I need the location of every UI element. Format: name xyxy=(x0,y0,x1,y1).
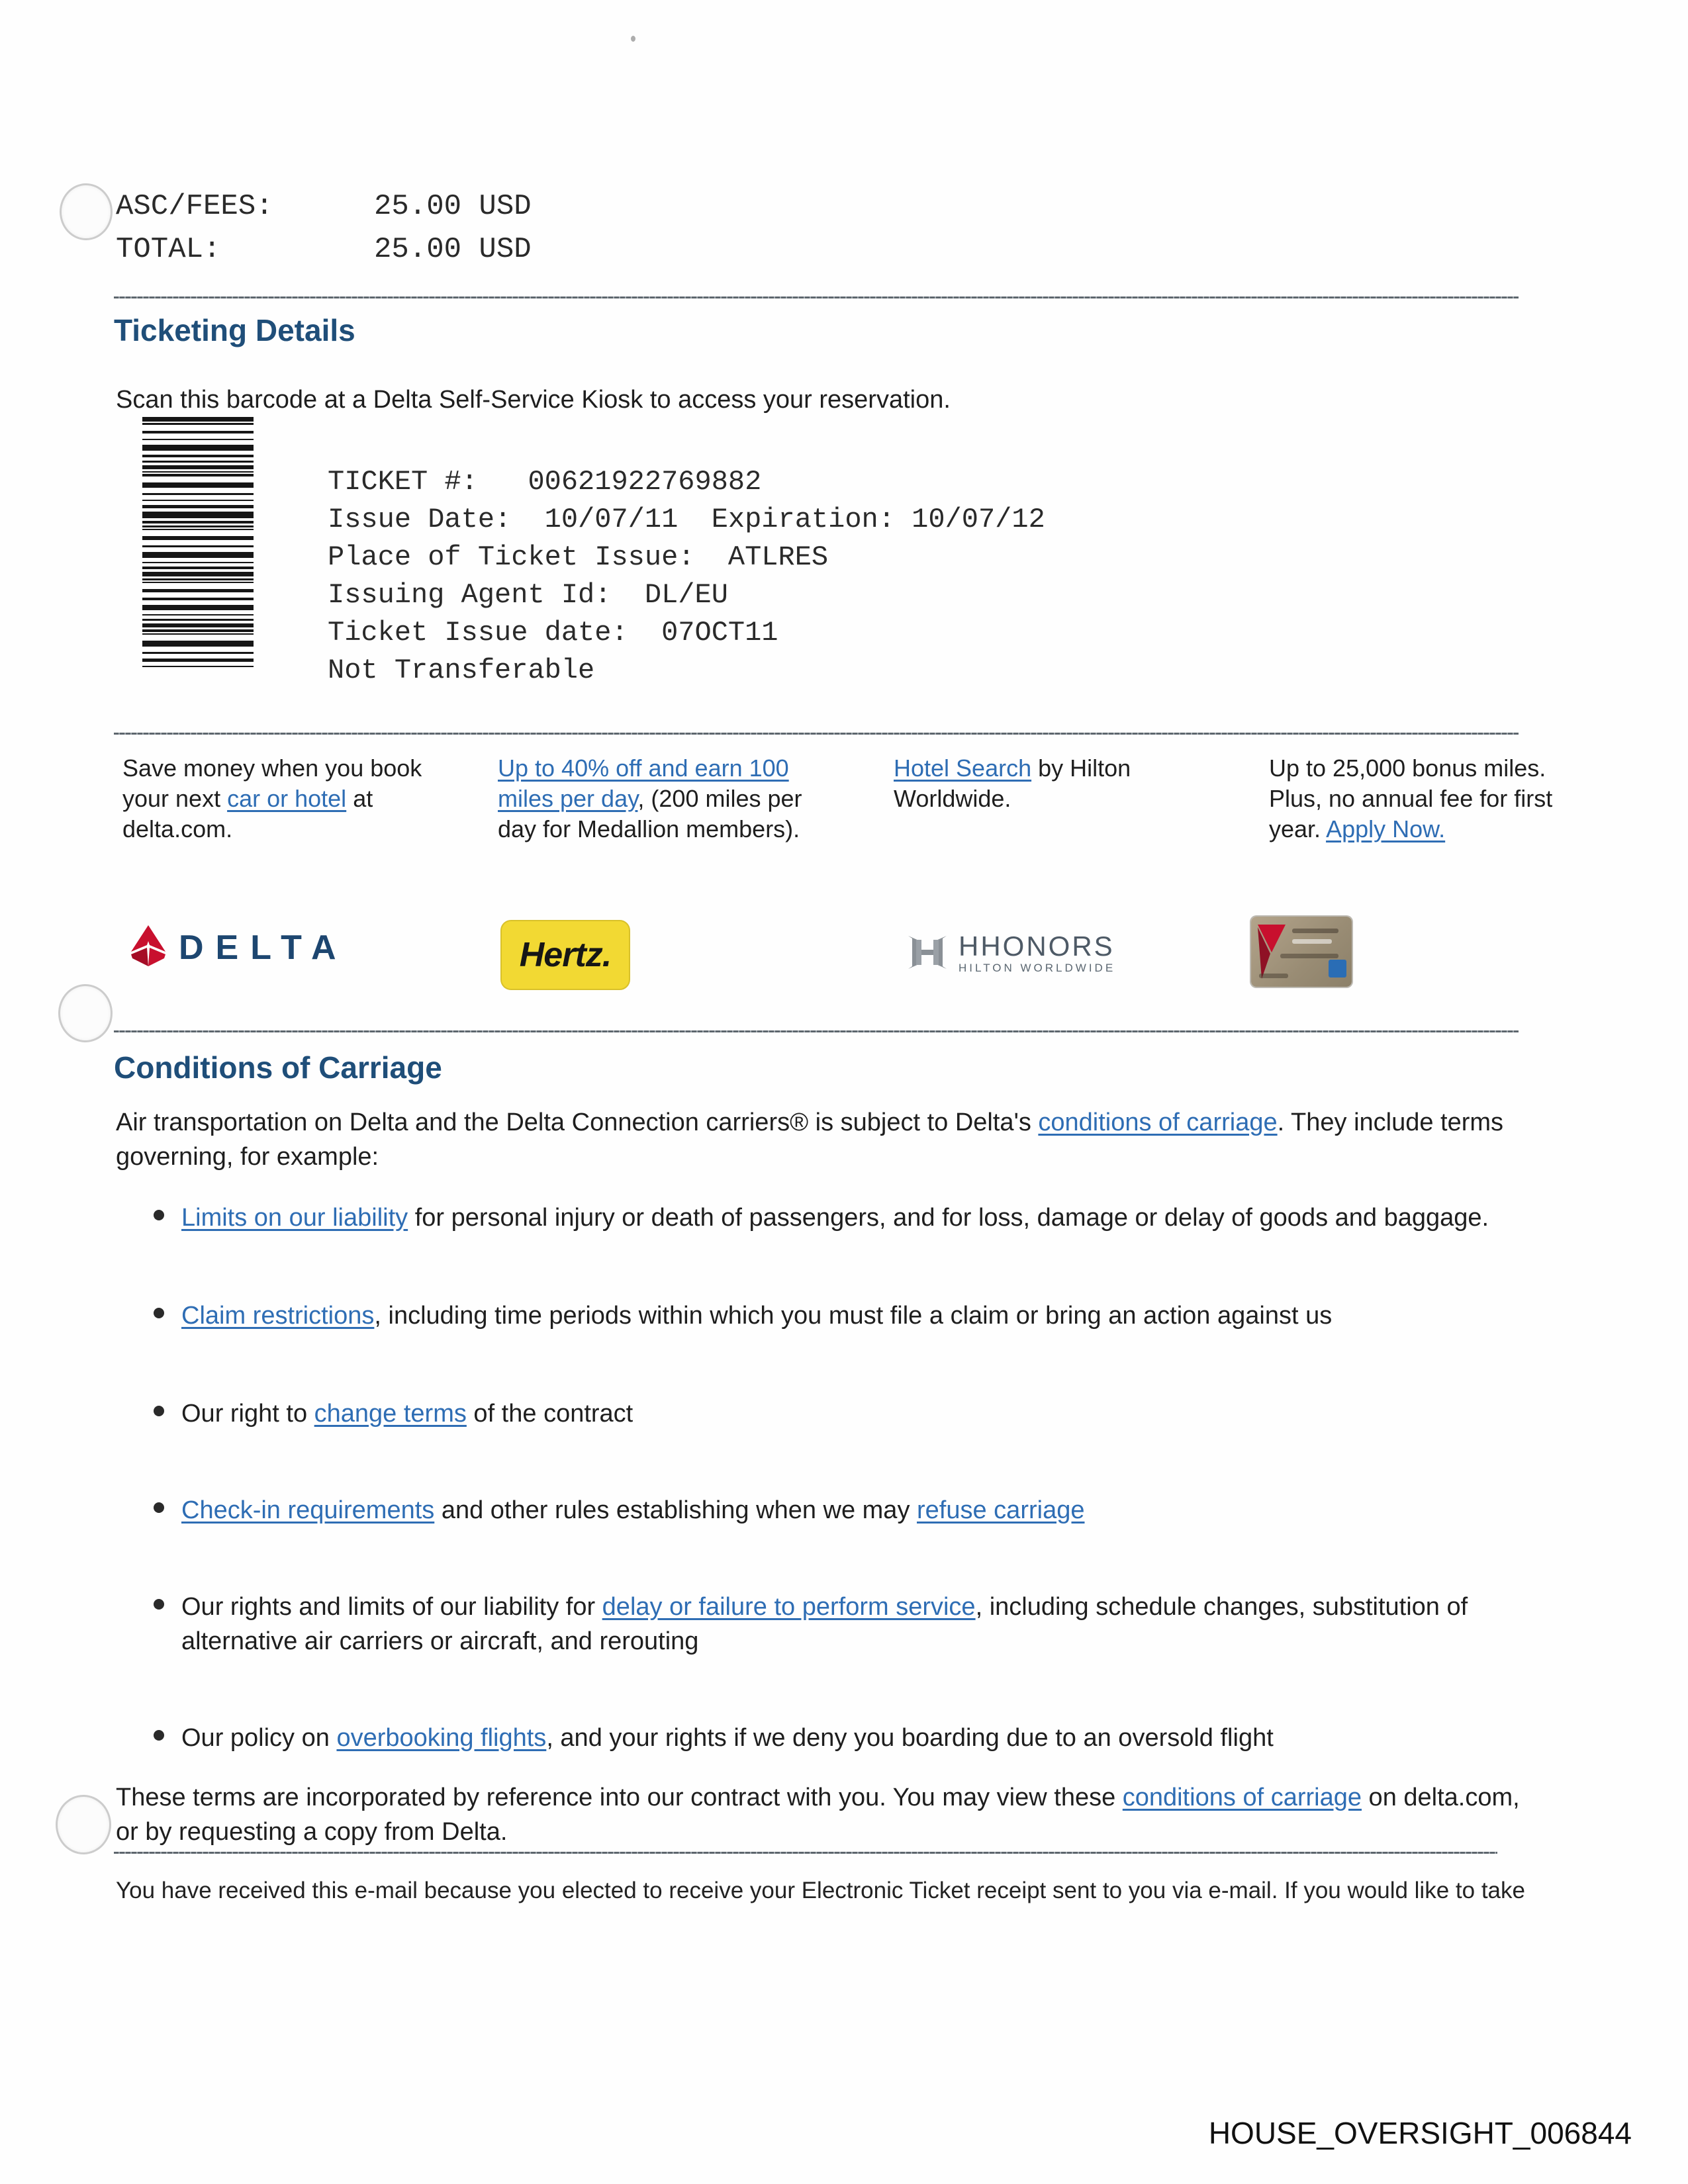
carriage-bullet-text: , including schedule changes, substitution of alternative air carriers or aircraft, and rerouting xyxy=(181,1593,1468,1655)
barcode-stripe xyxy=(142,567,254,569)
barcode-stripe xyxy=(142,605,254,610)
barcode-stripe xyxy=(142,417,254,422)
barcode-stripe xyxy=(142,525,254,527)
delta-widget-icon xyxy=(127,925,169,970)
ticket-detail-line: Ticket Issue date: 07OCT11 xyxy=(328,617,778,649)
barcode-instruction: Scan this barcode at a Delta Self-Service Kiosk to access your reservation. xyxy=(116,386,951,414)
carriage-closing-paragraph xyxy=(116,1780,1539,1849)
car-hotel-promo-text: at delta.com. xyxy=(122,785,373,842)
carriage-bullet-link[interactable]: overbooking flights xyxy=(336,1724,547,1752)
skymiles-credit-card-image[interactable] xyxy=(1251,917,1352,987)
delta-logo[interactable] xyxy=(127,925,348,970)
carriage-bullet-link[interactable]: Check-in requirements xyxy=(181,1496,435,1524)
carriage-bullet-claims xyxy=(154,1298,1564,1333)
carriage-bullet-liability xyxy=(154,1201,1564,1235)
card-detail-line xyxy=(1259,974,1288,978)
barcode-stripe xyxy=(142,461,254,463)
hhonors-symbol-icon xyxy=(906,933,949,975)
barcode-stripe xyxy=(142,578,254,580)
promo-hilton xyxy=(894,753,1192,814)
carriage-bullet-link[interactable]: change terms xyxy=(314,1400,467,1428)
delta-wordmark: DELTA xyxy=(179,928,348,967)
reservation-barcode xyxy=(142,417,254,670)
carriage-closing-text: on delta.com, or by requesting a copy from Delta. xyxy=(116,1784,1520,1846)
carriage-bullet-text: of the contract xyxy=(466,1400,633,1428)
promo-car-hotel xyxy=(122,753,440,844)
carriage-bullet-checkin xyxy=(154,1493,1564,1527)
barcode-stripe xyxy=(142,619,254,621)
carriage-bullet-link[interactable]: Limits on our liability xyxy=(181,1204,408,1232)
bates-stamp: HOUSE_OVERSIGHT_006844 xyxy=(1208,2116,1632,2150)
barcode-stripe xyxy=(142,536,254,540)
card-promo-text: Up to 25,000 bonus miles. Plus, no annual fee for first year. xyxy=(1269,754,1553,842)
promo-amex-card xyxy=(1269,753,1587,844)
hilton-hhonors-logo[interactable] xyxy=(906,932,1115,976)
barcode-stripe xyxy=(142,431,254,433)
carriage-bullet-text: for personal injury or death of passengers, and for loss, damage or delay of goods and baggage. xyxy=(408,1204,1489,1232)
barcode-stripe xyxy=(142,521,254,523)
barcode-stripe xyxy=(142,562,254,563)
barcode-stripe xyxy=(142,582,254,583)
bullet-text xyxy=(181,1493,1564,1527)
hertz-logo[interactable] xyxy=(500,920,630,990)
fare-label: TOTAL: xyxy=(116,233,221,266)
car-hotel-promo-link[interactable]: car or hotel xyxy=(227,785,347,812)
carriage-bullet-change-terms xyxy=(154,1396,1564,1431)
bullet-text xyxy=(181,1396,1564,1431)
barcode-stripe xyxy=(142,552,254,558)
barcode-stripe xyxy=(142,652,254,654)
barcode-stripe xyxy=(142,629,254,632)
barcode-stripe xyxy=(142,641,254,647)
barcode-stripe xyxy=(142,445,254,451)
carriage-intro-text: . They include terms governing, for example: xyxy=(116,1109,1504,1171)
hilton-worldwide-text: HILTON WORLDWIDE xyxy=(959,962,1116,974)
card-promo-link[interactable]: Apply Now. xyxy=(1326,815,1446,842)
carriage-bullet-text: Our right to xyxy=(181,1400,314,1428)
fare-value: 25.00 USD xyxy=(374,233,532,266)
amex-logo-icon xyxy=(1329,960,1346,978)
conditions-of-carriage-heading: Conditions of Carriage xyxy=(114,1050,442,1085)
fare-summary-row xyxy=(116,185,532,228)
barcode-stripe xyxy=(142,614,254,615)
carriage-bullet-text: Our policy on xyxy=(181,1724,337,1752)
carriage-bullet-text: , and your rights if we deny you boarding due to an oversold flight xyxy=(546,1724,1274,1752)
card-detail-line xyxy=(1292,929,1338,933)
bullet-marker xyxy=(154,1308,164,1318)
punch-hole-middle xyxy=(58,984,113,1042)
fare-label: ASC/FEES: xyxy=(116,190,273,223)
fare-value: 25.00 USD xyxy=(374,190,532,223)
barcode-stripe xyxy=(142,474,254,477)
ticket-detail-line: Place of Ticket Issue: ATLRES xyxy=(328,541,829,573)
bullet-marker xyxy=(154,1599,164,1610)
barcode-stripe xyxy=(142,545,254,547)
barcode-stripe xyxy=(142,659,254,662)
punch-hole-bottom xyxy=(56,1795,111,1854)
hilton-promo-link[interactable]: Hotel Search xyxy=(894,754,1032,782)
barcode-stripe xyxy=(142,666,254,667)
barcode-stripe xyxy=(142,589,254,592)
footer-divider xyxy=(114,1852,1497,1854)
hhonors-wordmark xyxy=(959,932,1115,976)
barcode-stripe xyxy=(142,633,254,635)
carriage-closing-link[interactable]: conditions of carriage xyxy=(1122,1784,1362,1811)
carriage-intro-link[interactable]: conditions of carriage xyxy=(1038,1109,1278,1136)
barcode-stripe xyxy=(142,482,254,488)
fare-summary xyxy=(116,185,532,271)
bullet-text xyxy=(181,1201,1564,1235)
scan-artifact-dot xyxy=(631,36,635,42)
carriage-bullet-link[interactable]: delay or failure to perform service xyxy=(602,1593,976,1621)
barcode-stripe xyxy=(142,500,254,501)
hertz-wordmark: Hertz. xyxy=(519,936,612,974)
punch-hole-top xyxy=(60,183,113,240)
bullet-text xyxy=(181,1298,1564,1333)
barcode-stripe xyxy=(142,465,254,469)
carriage-closing-text: These terms are incorporated by reference into our contract with you. You may view these xyxy=(116,1784,1123,1811)
carriage-bullet-link[interactable]: Claim restrictions xyxy=(181,1302,375,1330)
fare-summary-row xyxy=(116,228,532,271)
email-footer-text: You have received this e-mail because you elected to receive your Electronic Ticket receipt sent to you via e-mail. If you would like to take xyxy=(116,1878,1525,1903)
promo-hertz xyxy=(498,753,822,844)
bullet-marker xyxy=(154,1406,164,1416)
bullet-text xyxy=(181,1590,1564,1659)
barcode-stripe xyxy=(142,493,254,495)
carriage-intro-text: Air transportation on Delta and the Delta Connection carriers® is subject to Delta's xyxy=(116,1109,1039,1136)
carriage-bullet-delay xyxy=(154,1590,1564,1659)
ticket-details-block xyxy=(328,463,1045,690)
hhonors-text: HHONORS xyxy=(959,931,1115,962)
ticketing-details-heading: Ticketing Details xyxy=(114,313,355,347)
carriage-intro-paragraph xyxy=(116,1105,1539,1174)
bullet-marker xyxy=(154,1502,164,1513)
hilton-promo-text: by Hilton Worldwide. xyxy=(894,754,1131,812)
ticket-detail-line: Issuing Agent Id: DL/EU xyxy=(328,579,728,611)
barcode-stripe xyxy=(142,512,254,518)
barcode-stripe xyxy=(142,455,254,457)
barcode-stripe xyxy=(142,529,254,530)
barcode-stripe xyxy=(142,623,254,627)
carriage-bullet-text: Our rights and limits of our liability for xyxy=(181,1593,602,1621)
car-hotel-promo-text: Save money when you book your next xyxy=(122,754,422,812)
barcode-stripe xyxy=(142,423,254,425)
section-divider xyxy=(114,1030,1519,1032)
barcode-stripe xyxy=(142,439,254,440)
bullet-marker xyxy=(154,1730,164,1741)
section-divider xyxy=(114,296,1519,298)
hertz-promo-text: , (200 miles per day for Medallion members). xyxy=(498,785,802,842)
barcode-stripe xyxy=(142,471,254,473)
carriage-bullet-text: and other rules establishing when we may xyxy=(434,1496,917,1524)
section-divider xyxy=(114,733,1519,735)
barcode-stripe xyxy=(142,572,254,576)
ticket-detail-line: TICKET #: 00621922769882 xyxy=(328,466,762,498)
ticket-detail-line: Not Transferable xyxy=(328,655,595,686)
barcode-stripe xyxy=(142,505,254,508)
carriage-bullet-overbooking xyxy=(154,1721,1564,1755)
bullet-marker xyxy=(154,1210,164,1220)
carriage-bullet-text: , including time periods within which you must file a claim or bring an action against us xyxy=(374,1302,1333,1330)
card-detail-line xyxy=(1280,954,1338,958)
barcode-stripe xyxy=(142,598,254,600)
carriage-bullet-link[interactable]: refuse carriage xyxy=(917,1496,1085,1524)
bullet-text xyxy=(181,1721,1564,1755)
ticket-detail-line: Issue Date: 10/07/11 Expiration: 10/07/12 xyxy=(328,504,1045,535)
hertz-promo-link[interactable]: Up to 40% off and earn 100 miles per day xyxy=(498,754,789,812)
